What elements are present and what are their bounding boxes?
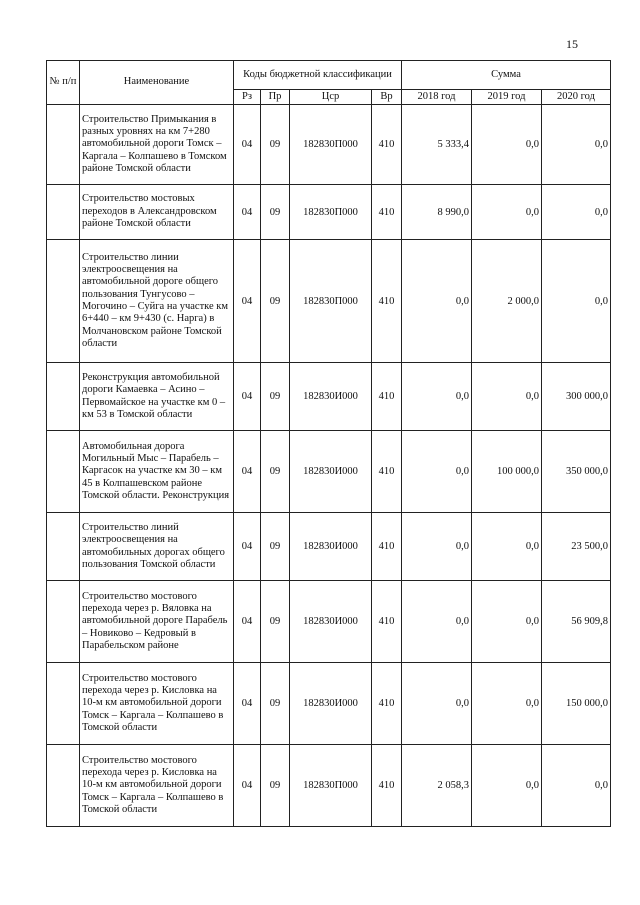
cell-vr: 410 bbox=[372, 513, 402, 581]
cell-2019: 2 000,0 bbox=[472, 240, 542, 363]
cell-2020: 23 500,0 bbox=[542, 513, 611, 581]
header-num: № п/п bbox=[47, 61, 80, 105]
cell-2018: 5 333,4 bbox=[402, 105, 472, 185]
cell-2020: 0,0 bbox=[542, 185, 611, 240]
cell-name: Автомобильная дорога Могильный Мыс – Парабель – Каргасок на участке км 30 – км 45 в Колпашевском районе Томской области. Реконструкция bbox=[80, 431, 234, 513]
cell-pr: 09 bbox=[261, 513, 290, 581]
cell-2020: 56 909,8 bbox=[542, 581, 611, 663]
cell-csr: 182830П000 bbox=[290, 185, 372, 240]
cell-2019: 100 000,0 bbox=[472, 431, 542, 513]
cell-rz: 04 bbox=[234, 581, 261, 663]
cell-2020: 0,0 bbox=[542, 105, 611, 185]
cell-2018: 0,0 bbox=[402, 240, 472, 363]
cell-rz: 04 bbox=[234, 363, 261, 431]
cell-2020: 300 000,0 bbox=[542, 363, 611, 431]
cell-pr: 09 bbox=[261, 240, 290, 363]
table-row bbox=[47, 185, 611, 240]
cell-pr: 09 bbox=[261, 185, 290, 240]
cell-name: Строительство Примыкания в разных уровнях на км 7+280 автомобильной дороги Томск – Каргала – Колпашево в Томском районе Томской области bbox=[80, 105, 234, 185]
cell-name: Реконструкция автомобильной дороги Камаевка – Асино – Первомайское на участке км 0 – км 53 в Томской области bbox=[80, 363, 234, 431]
cell-csr: 182830П000 bbox=[290, 105, 372, 185]
cell-name: Строительство мостового перехода через р. Кисловка на 10-м км автомобильной дороги Томск – Каргала – Колпашево в Томской области bbox=[80, 663, 234, 745]
header-sum: Сумма bbox=[402, 61, 611, 90]
header-csr: Цср bbox=[290, 90, 372, 105]
cell-2018: 0,0 bbox=[402, 581, 472, 663]
table-row bbox=[47, 363, 611, 431]
cell-num bbox=[47, 185, 80, 240]
header-name: Наименование bbox=[80, 61, 234, 105]
header-2020: 2020 год bbox=[542, 90, 611, 105]
cell-vr: 410 bbox=[372, 185, 402, 240]
cell-rz: 04 bbox=[234, 240, 261, 363]
cell-name: Строительство мостовых переходов в Александровском районе Томской области bbox=[80, 185, 234, 240]
header-vr: Вр bbox=[372, 90, 402, 105]
cell-csr: 182830И000 bbox=[290, 513, 372, 581]
cell-num bbox=[47, 745, 80, 827]
cell-pr: 09 bbox=[261, 105, 290, 185]
cell-pr: 09 bbox=[261, 363, 290, 431]
cell-vr: 410 bbox=[372, 105, 402, 185]
cell-2020: 0,0 bbox=[542, 745, 611, 827]
cell-2018: 0,0 bbox=[402, 513, 472, 581]
cell-rz: 04 bbox=[234, 185, 261, 240]
cell-pr: 09 bbox=[261, 431, 290, 513]
table-row bbox=[47, 105, 611, 185]
cell-vr: 410 bbox=[372, 431, 402, 513]
budget-table bbox=[46, 60, 611, 827]
cell-2019: 0,0 bbox=[472, 185, 542, 240]
table-row bbox=[47, 513, 611, 581]
cell-2020: 0,0 bbox=[542, 240, 611, 363]
header-pr: Пр bbox=[261, 90, 290, 105]
table-row bbox=[47, 581, 611, 663]
cell-name: Строительство мостового перехода через р. Вяловка на автомобильной дороге Парабель – Новиково – Кедровый в Парабельском районе bbox=[80, 581, 234, 663]
cell-2018: 0,0 bbox=[402, 663, 472, 745]
cell-vr: 410 bbox=[372, 663, 402, 745]
cell-vr: 410 bbox=[372, 581, 402, 663]
cell-rz: 04 bbox=[234, 663, 261, 745]
header-codes: Коды бюджетной классификации bbox=[234, 61, 402, 90]
cell-csr: 182830И000 bbox=[290, 581, 372, 663]
cell-2018: 0,0 bbox=[402, 431, 472, 513]
cell-2019: 0,0 bbox=[472, 663, 542, 745]
header-2018: 2018 год bbox=[402, 90, 472, 105]
header-2019: 2019 год bbox=[472, 90, 542, 105]
cell-2019: 0,0 bbox=[472, 105, 542, 185]
cell-2020: 150 000,0 bbox=[542, 663, 611, 745]
cell-num bbox=[47, 431, 80, 513]
cell-csr: 182830И000 bbox=[290, 431, 372, 513]
cell-2019: 0,0 bbox=[472, 513, 542, 581]
cell-rz: 04 bbox=[234, 431, 261, 513]
cell-name: Строительство линии электроосвещения на автомобильной дороге общего пользования Тунгусово – Могочино – Суйга на участке км 6+440 – км 9+430 (с. Нарга) в Молчановском районе Томской области bbox=[80, 240, 234, 363]
table-body bbox=[47, 105, 611, 827]
cell-pr: 09 bbox=[261, 581, 290, 663]
cell-2018: 2 058,3 bbox=[402, 745, 472, 827]
table-row bbox=[47, 431, 611, 513]
cell-csr: 182830И000 bbox=[290, 363, 372, 431]
cell-num bbox=[47, 581, 80, 663]
cell-rz: 04 bbox=[234, 105, 261, 185]
cell-pr: 09 bbox=[261, 663, 290, 745]
cell-2018: 8 990,0 bbox=[402, 185, 472, 240]
cell-2018: 0,0 bbox=[402, 363, 472, 431]
cell-name: Строительство линий электроосвещения на автомобильных дорогах общего пользования Томской области bbox=[80, 513, 234, 581]
table-row bbox=[47, 745, 611, 827]
cell-num bbox=[47, 240, 80, 363]
cell-2019: 0,0 bbox=[472, 745, 542, 827]
cell-num bbox=[47, 663, 80, 745]
cell-rz: 04 bbox=[234, 513, 261, 581]
cell-2019: 0,0 bbox=[472, 363, 542, 431]
header-rz: Рз bbox=[234, 90, 261, 105]
cell-vr: 410 bbox=[372, 240, 402, 363]
page-number: 15 bbox=[566, 37, 578, 51]
table-row bbox=[47, 240, 611, 363]
cell-csr: 182830П000 bbox=[290, 240, 372, 363]
cell-vr: 410 bbox=[372, 745, 402, 827]
cell-csr: 182830П000 bbox=[290, 745, 372, 827]
table-row bbox=[47, 663, 611, 745]
cell-num bbox=[47, 513, 80, 581]
cell-num bbox=[47, 363, 80, 431]
header-row-main bbox=[47, 61, 611, 90]
cell-num bbox=[47, 105, 80, 185]
cell-rz: 04 bbox=[234, 745, 261, 827]
cell-csr: 182830И000 bbox=[290, 663, 372, 745]
cell-pr: 09 bbox=[261, 745, 290, 827]
cell-vr: 410 bbox=[372, 363, 402, 431]
cell-2020: 350 000,0 bbox=[542, 431, 611, 513]
cell-name: Строительство мостового перехода через р. Кисловка на 10-м км автомобильной дороги Томск – Каргала – Колпашево в Томской области bbox=[80, 745, 234, 827]
cell-2019: 0,0 bbox=[472, 581, 542, 663]
